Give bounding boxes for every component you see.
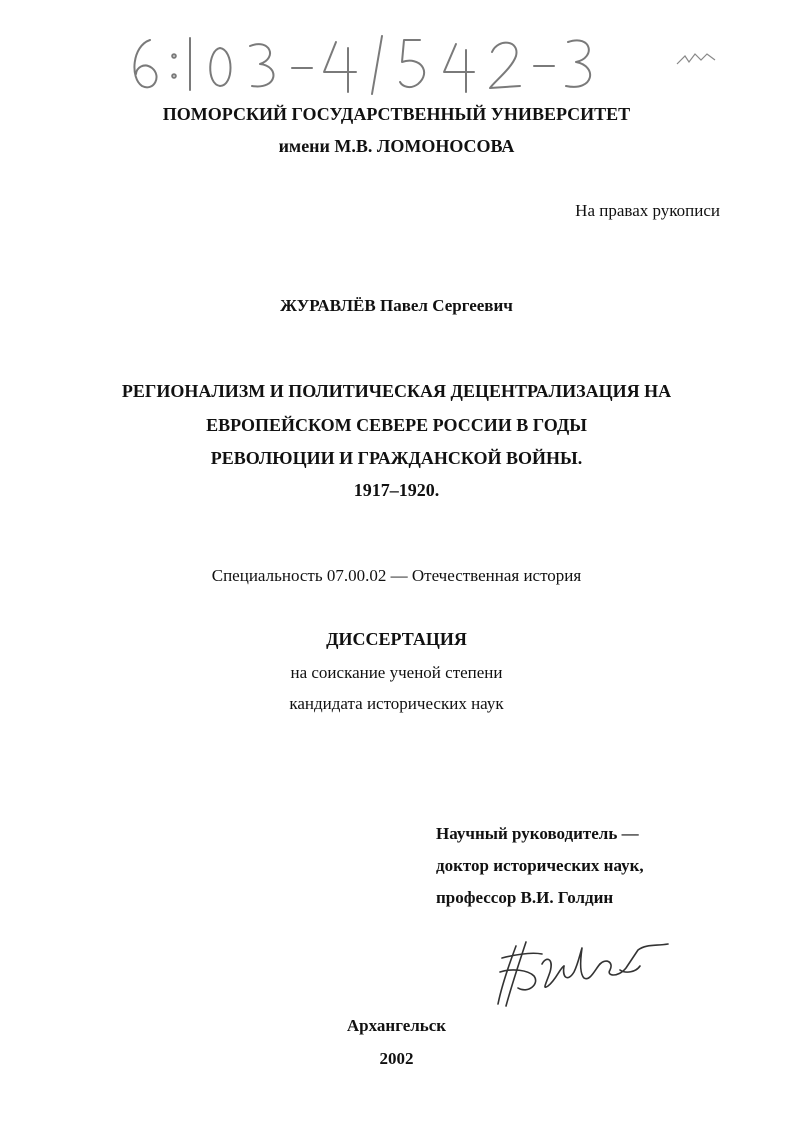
thesis-title-years: 1917–1920. [353,480,440,500]
supervisor-signature [488,928,678,1010]
degree-line-2: кандидата исторических наук [289,694,504,713]
supervisor-line-3: профессор В.И. Голдин [436,888,614,907]
supervisor-line-2: доктор исторических наук, [436,856,644,875]
thesis-title-line-2: ЕВРОПЕЙСКОМ СЕВЕРЕ РОССИИ В ГОДЫ [206,415,587,435]
city: Архангельск [346,1016,447,1035]
thesis-title-line-3: РЕВОЛЮЦИИ И ГРАЖДАНСКОЙ ВОЙНЫ. [210,448,583,468]
thesis-title-line-1: РЕГИОНАЛИЗМ И ПОЛИТИЧЕСКАЯ ДЕЦЕНТРАЛИЗАЦИЯ НА [121,381,672,401]
university-name: ПОМОРСКИЙ ГОСУДАРСТВЕННЫЙ УНИВЕРСИТЕТ [162,104,631,124]
degree-line-1: на соискание ученой степени [290,663,503,682]
supervisor-line-1: Научный руководитель — [436,824,639,843]
dissertation-heading: ДИССЕРТАЦИЯ [326,629,467,649]
manuscript-note: На правах рукописи [575,201,720,220]
author-name: ЖУРАВЛЁВ Павел Сергеевич [280,296,513,315]
pencil-mark-icon [675,50,725,70]
university-named-after: имени М.В. ЛОМОНОСОВА [278,136,515,156]
specialty: Специальность 07.00.02 — Отечественная история [211,566,582,585]
handwritten-archive-number [120,28,640,100]
year: 2002 [379,1049,414,1068]
